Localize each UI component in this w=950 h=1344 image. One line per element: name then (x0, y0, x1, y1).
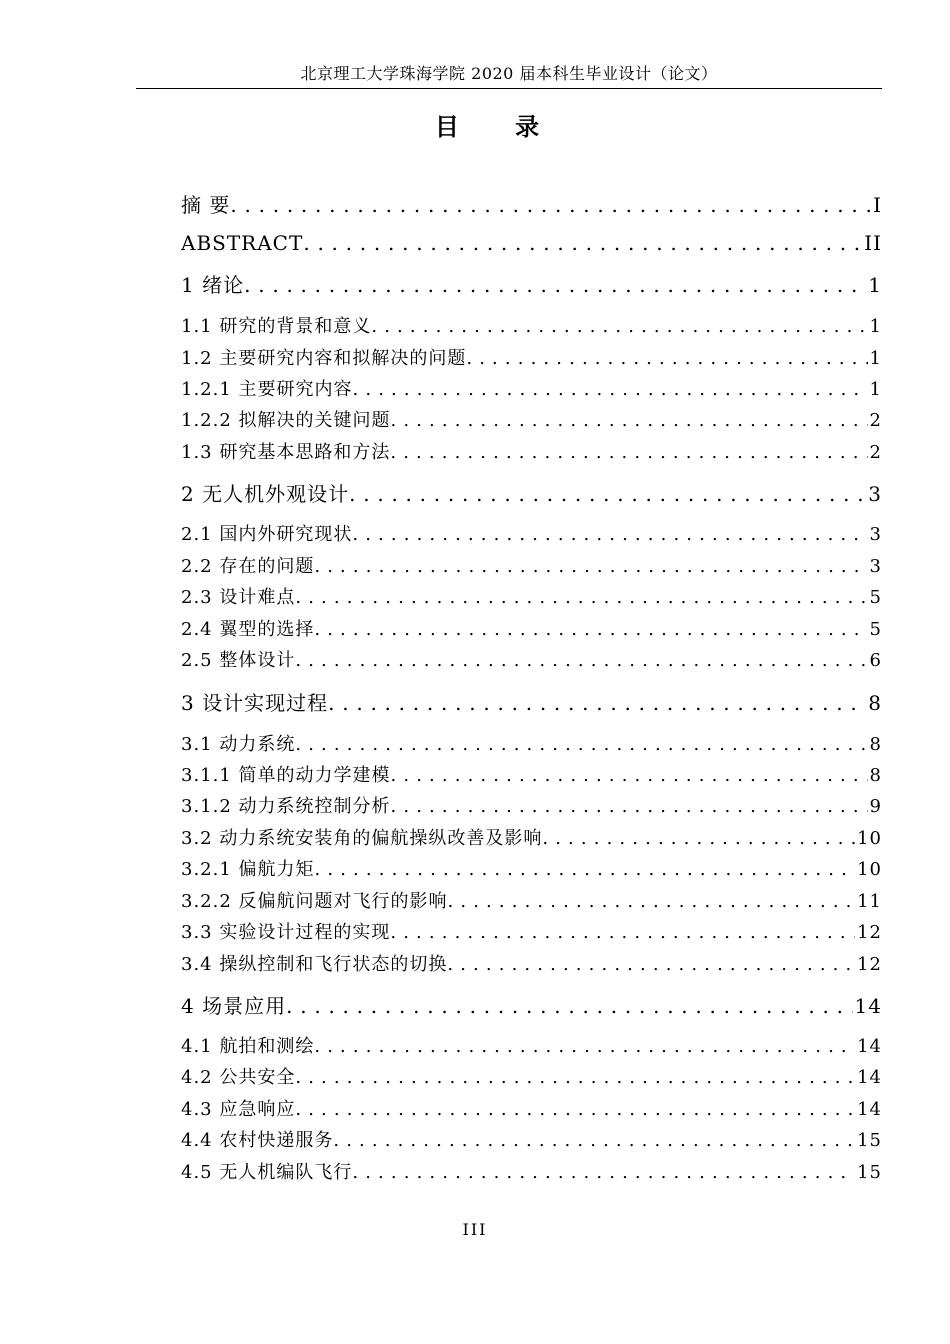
toc-entry-page: 8 (869, 734, 882, 755)
toc-entry (181, 1033, 882, 1061)
toc-entry-page: 2 (869, 410, 882, 431)
toc-entry (181, 793, 882, 821)
toc-title: 目 录 (434, 113, 564, 141)
toc-entry-page: 2 (869, 442, 882, 463)
toc-entry-title: 3.1.1 简单的动力学建模 (181, 765, 391, 786)
toc-entry-title: 3 设计实现过程 (181, 691, 329, 715)
toc-entry-title: 3.1.2 动力系统控制分析 (181, 796, 391, 817)
toc-entry (181, 1096, 882, 1124)
toc-leader-dots (295, 1064, 855, 1092)
toc-entry-title: 2.5 整体设计 (181, 650, 296, 671)
toc-entry (181, 647, 882, 675)
toc-entry-title: 3.2.2 反偏航问题对飞行的影响 (181, 891, 448, 912)
toc-entry-title: 2 无人机外观设计 (181, 482, 350, 506)
toc-leader-dots (295, 647, 867, 675)
toc-entry (181, 856, 882, 884)
toc-entry-title: 4.1 航拍和测绘 (181, 1036, 315, 1057)
toc-leader-dots (328, 688, 866, 718)
toc-entry-page: 14 (857, 1067, 882, 1088)
toc-entry (181, 1127, 882, 1155)
toc-entry-page: 1 (869, 316, 882, 337)
toc-leader-dots (352, 521, 867, 549)
toc-entry-page: I (873, 193, 882, 217)
toc-entry-page: 11 (857, 891, 882, 912)
toc-leader-dots (333, 1127, 855, 1155)
toc-entry-title: 4.3 应急响应 (181, 1099, 296, 1120)
toc-leader-dots (390, 919, 855, 947)
toc-entry (181, 1159, 882, 1187)
toc-entry-page: 9 (869, 796, 882, 817)
toc-entry-title: 2.4 翼型的选择 (181, 619, 315, 640)
toc-leader-dots (314, 553, 867, 581)
toc-entry-title: 3.4 操纵控制和飞行状态的切换 (181, 954, 448, 975)
toc-entry-page: 10 (857, 859, 882, 880)
toc-entry (181, 345, 882, 373)
toc-entry-title: ABSTRACT (181, 231, 304, 255)
toc-entry-title: 1.2 主要研究内容和拟解决的问题 (181, 348, 467, 369)
toc-entry (181, 991, 882, 1021)
toc-entry (181, 407, 882, 435)
toc-entry-page: 1 (869, 379, 882, 400)
toc-entry-title: 1.1 研究的背景和意义 (181, 316, 372, 337)
toc-entry-page: 5 (869, 619, 882, 640)
toc-leader-dots (230, 190, 871, 220)
toc-entry (181, 825, 882, 853)
toc-entry (181, 376, 882, 404)
toc-leader-dots (371, 313, 867, 341)
toc-leader-dots (314, 616, 867, 644)
toc-entry (181, 190, 882, 220)
toc-entry (181, 479, 882, 509)
toc-leader-dots (315, 856, 856, 884)
header-rule (136, 88, 882, 89)
toc-entry (181, 313, 882, 341)
toc-leader-dots (295, 584, 867, 612)
toc-entry-page: 1 (869, 348, 882, 369)
toc-entry-page: 12 (857, 954, 882, 975)
toc-entry (181, 688, 882, 718)
toc-entry-title: 4.2 公共安全 (181, 1067, 296, 1088)
toc-leader-dots (349, 479, 866, 509)
toc-entry-page: 1 (868, 273, 882, 297)
toc-leader-dots (314, 1033, 855, 1061)
toc-entry-title: 3.2.1 偏航力矩 (181, 859, 315, 880)
toc-entry-page: II (864, 231, 882, 255)
toc-leader-dots (391, 793, 868, 821)
toc-entry-page: 3 (869, 556, 882, 577)
toc-entry (181, 731, 882, 759)
toc-entry (181, 888, 882, 916)
toc-entry-title: 3.1 动力系统 (181, 734, 296, 755)
toc-entry-title: 2.3 设计难点 (181, 587, 296, 608)
toc-entry-title: 1 绪论 (181, 273, 245, 297)
toc-entry (181, 1064, 882, 1092)
toc-entry-page: 10 (857, 828, 882, 849)
toc-leader-dots (466, 345, 867, 373)
toc-entry-page: 15 (857, 1130, 882, 1151)
toc-entry-page: 3 (868, 482, 882, 506)
toc-entry-page: 6 (869, 650, 882, 671)
toc-entry-page: 8 (868, 691, 882, 715)
toc-entry-title: 2.1 国内外研究现状 (181, 524, 353, 545)
toc-leader-dots (391, 407, 868, 435)
toc-leader-dots (448, 888, 856, 916)
toc-leader-dots (295, 1096, 855, 1124)
toc-entry (181, 228, 882, 258)
toc-leader-dots (353, 376, 868, 404)
toc-entry (181, 270, 882, 300)
toc-entry-title: 摘 要 (181, 193, 231, 217)
toc-leader-dots (447, 951, 855, 979)
toc-entry (181, 762, 882, 790)
toc-entry-page: 15 (857, 1162, 882, 1183)
toc-leader-dots (391, 762, 868, 790)
toc-entry (181, 439, 882, 467)
toc-entry-page: 14 (857, 1036, 882, 1057)
toc-entry-title: 4.4 农村快递服务 (181, 1130, 334, 1151)
toc-entry (181, 584, 882, 612)
toc-leader-dots (390, 439, 867, 467)
toc-entry (181, 616, 882, 644)
toc-entry-title: 2.2 存在的问题 (181, 556, 315, 577)
toc-entry-page: 5 (869, 587, 882, 608)
toc-entry-title: 3.2 动力系统安装角的偏航操纵改善及影响 (181, 828, 543, 849)
toc-entry (181, 951, 882, 979)
toc-leader-dots (542, 825, 855, 853)
toc-entry-title: 4.5 无人机编队飞行 (181, 1162, 353, 1183)
toc-leader-dots (303, 228, 862, 258)
toc-entry-title: 3.3 实验设计过程的实现 (181, 922, 391, 943)
toc-leader-dots (286, 991, 852, 1021)
toc-entry (181, 553, 882, 581)
toc-entry (181, 919, 882, 947)
page-number: III (462, 1220, 488, 1239)
toc-leader-dots (295, 731, 867, 759)
running-header: 北京理工大学珠海学院 2020 届本科生毕业设计（论文） (300, 64, 718, 83)
toc-entry-title: 1.3 研究基本思路和方法 (181, 442, 391, 463)
toc-entry-title: 1.2.1 主要研究内容 (181, 379, 353, 400)
toc-entry-page: 12 (857, 922, 882, 943)
toc-entry-page: 8 (869, 765, 882, 786)
toc-leader-dots (244, 270, 866, 300)
toc-leader-dots (352, 1159, 855, 1187)
toc-entry-title: 4 场景应用 (181, 994, 287, 1018)
toc-entry-page: 14 (857, 1099, 882, 1120)
toc-entry-page: 3 (869, 524, 882, 545)
toc-entry-page: 14 (854, 994, 882, 1018)
toc-entry (181, 521, 882, 549)
toc-entry-title: 1.2.2 拟解决的关键问题 (181, 410, 391, 431)
